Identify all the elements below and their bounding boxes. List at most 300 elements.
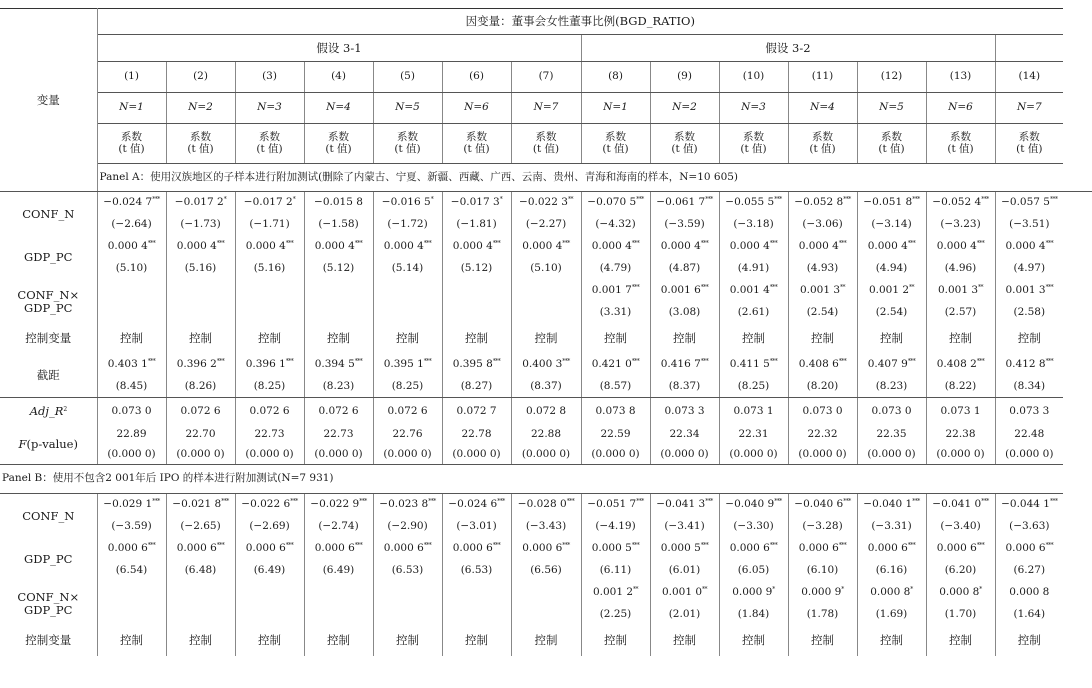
- coef-label: 系数: [605, 131, 626, 144]
- t-cell: [926, 214, 995, 236]
- coef-label: 系数: [259, 131, 280, 144]
- significance-stars: ***: [285, 541, 294, 549]
- t-value: (4.97): [1013, 261, 1046, 274]
- row-label-text: GDP_PC: [24, 250, 73, 265]
- control-value: 控制: [949, 633, 972, 648]
- coef-value: 0.000 9: [732, 585, 773, 598]
- t-value: (5.12): [322, 261, 355, 274]
- t-cell: [926, 376, 995, 398]
- significance-stars: *: [841, 585, 844, 593]
- significance-stars: ***: [769, 283, 778, 291]
- coef-value: 0.000 6: [383, 541, 424, 554]
- table-row: [0, 626, 1092, 656]
- coef-cell: [926, 280, 995, 302]
- hypothesis-3-1-label: 假设 3-1: [316, 40, 362, 55]
- coef-value: 0.000 4: [522, 239, 563, 252]
- table-row: [0, 258, 1092, 280]
- coef-value: −0.070 5: [587, 196, 637, 209]
- coef-cell: [857, 236, 926, 258]
- p-cell: [442, 445, 511, 465]
- control-cell: [97, 626, 166, 656]
- coef-value: 0.000 6: [452, 541, 493, 554]
- control-cell: [235, 324, 304, 354]
- table-row: [0, 35, 1092, 62]
- coef-value: 0.000 6: [798, 541, 839, 554]
- t-value: (6.11): [599, 563, 632, 576]
- coef-cell: [304, 494, 373, 516]
- coef-value: −0.040 6: [794, 498, 844, 511]
- coef-cell: [511, 192, 581, 214]
- coef-label: 系数: [674, 131, 695, 144]
- t-value: (1.84): [737, 607, 770, 620]
- control-cell: [719, 324, 788, 354]
- coef-value: 0.000 6: [314, 541, 355, 554]
- coef-cell: [373, 354, 442, 376]
- t-cell: [857, 258, 926, 280]
- coef-t-header: [166, 124, 235, 164]
- coef-value: −0.055 5: [725, 196, 775, 209]
- t-value: (−2.27): [525, 217, 567, 230]
- coef-value: −0.024 6: [448, 498, 498, 511]
- coef-cell: [650, 494, 719, 516]
- t-value: (−3.23): [940, 217, 981, 230]
- coef-cell: [166, 192, 235, 214]
- t-cell: [650, 516, 719, 538]
- coef-value: 0.001 2: [868, 283, 910, 296]
- significance-stars: ***: [843, 196, 851, 204]
- coef-value: 0.001 0: [661, 585, 703, 598]
- coef-t-header: [97, 124, 166, 164]
- t-cell: [650, 604, 719, 626]
- adj-r2-cell: [166, 398, 235, 425]
- t-value: (6.16): [875, 563, 908, 576]
- p-value: (0.000 0): [936, 447, 985, 460]
- f-cell: [995, 425, 1063, 445]
- t-cell: [304, 214, 373, 236]
- t-cell: [581, 604, 650, 626]
- significance-stars: ***: [838, 357, 847, 365]
- significance-stars: ***: [1045, 541, 1054, 549]
- table-row: [0, 604, 1092, 626]
- coef-cell: [511, 280, 581, 302]
- control-value: 控制: [742, 331, 765, 346]
- n-label: [304, 93, 373, 124]
- coef-value: 0.000 4: [176, 239, 217, 252]
- significance-stars: ***: [562, 357, 570, 365]
- coef-cell: [650, 538, 719, 560]
- adj-r2-value: 0.072 7: [456, 404, 497, 417]
- control-label-text: 控制变量: [25, 633, 72, 648]
- coef-value: 0.000 6: [1005, 541, 1046, 554]
- t-cell: [926, 604, 995, 626]
- coef-cell: [304, 236, 373, 258]
- control-cell: [511, 626, 581, 656]
- t-value: (5.16): [253, 261, 286, 274]
- row-label-text: CONF_N×: [17, 590, 80, 605]
- significance-stars: ***: [428, 498, 436, 506]
- coef-value: 0.416 7: [660, 357, 701, 370]
- t-label: (t 值): [602, 142, 629, 155]
- significance-stars: ***: [1049, 498, 1058, 506]
- t-cell: [650, 214, 719, 236]
- t-value: (−2.64): [111, 217, 152, 230]
- coef-cell: [581, 236, 650, 258]
- t-value: (5.10): [115, 261, 148, 274]
- significance-stars: ***: [216, 357, 225, 365]
- significance-stars: ***: [981, 498, 989, 506]
- coef-value: 0.000 8: [939, 585, 980, 598]
- coef-cell: [442, 280, 511, 302]
- n-label-text: N=5: [395, 101, 420, 114]
- significance-stars: ***: [1049, 196, 1058, 204]
- coef-cell: [373, 538, 442, 560]
- coef-cell: [581, 494, 650, 516]
- f-label-text-2: (p-value): [26, 437, 78, 452]
- n-label: [442, 93, 511, 124]
- significance-stars: ***: [976, 357, 985, 365]
- significance-stars: ***: [912, 196, 920, 204]
- coef-cell: [304, 538, 373, 560]
- t-cell: [650, 376, 719, 398]
- coef-cell: [719, 494, 788, 516]
- t-value: (2.61): [737, 305, 770, 318]
- n-label: [788, 93, 857, 124]
- coef-cell: [304, 192, 373, 214]
- control-cell: [511, 324, 581, 354]
- coef-cell: [926, 582, 995, 604]
- t-cell: [235, 302, 304, 324]
- adj-r2-cell: [97, 398, 166, 425]
- column-number-label: (11): [811, 70, 834, 83]
- coef-cell: [166, 494, 235, 516]
- adj-r2-cell: [719, 398, 788, 425]
- table-row: [0, 376, 1092, 398]
- n-label: [166, 93, 235, 124]
- control-cell: [788, 626, 857, 656]
- control-cell: [304, 324, 373, 354]
- coef-value: 0.000 9: [801, 585, 842, 598]
- panel-title-text: Panel B：使用不包含2 001年后 IPO 的样本进行附加测试(N=7 931): [2, 472, 334, 485]
- n-label: [926, 93, 995, 124]
- control-cell: [581, 324, 650, 354]
- t-cell: [926, 302, 995, 324]
- f-value: 22.89: [116, 427, 147, 440]
- significance-stars: ***: [631, 239, 640, 247]
- table-row: [0, 192, 1092, 214]
- control-cell: [373, 626, 442, 656]
- control-cell: [304, 626, 373, 656]
- significance-stars: ***: [497, 498, 505, 506]
- significance-stars: ***: [354, 541, 363, 549]
- control-cell: [926, 324, 995, 354]
- t-cell: [235, 560, 304, 582]
- control-cell: [373, 324, 442, 354]
- significance-stars: ***: [423, 357, 432, 365]
- t-cell: [373, 560, 442, 582]
- t-cell: [235, 516, 304, 538]
- t-value: (8.57): [599, 379, 632, 392]
- f-value: 22.76: [392, 427, 423, 440]
- column-number-label: (13): [949, 70, 972, 83]
- t-value: (6.54): [115, 563, 148, 576]
- coef-value: −0.041 3: [656, 498, 706, 511]
- table-row: [0, 93, 1092, 124]
- n-label: [719, 93, 788, 124]
- control-value: 控制: [880, 331, 903, 346]
- coef-value: −0.024 7: [103, 196, 153, 209]
- coef-cell: [442, 236, 511, 258]
- adj-r2-cell: [373, 398, 442, 425]
- coef-value: −0.052 8: [794, 196, 844, 209]
- coef-label: 系数: [812, 131, 833, 144]
- coef-cell: [788, 236, 857, 258]
- coef-cell: [995, 354, 1063, 376]
- control-value: 控制: [811, 331, 834, 346]
- table-row: [0, 9, 1092, 35]
- coef-value: −0.022 6: [241, 498, 291, 511]
- coef-cell: [581, 354, 650, 376]
- t-cell: [97, 560, 166, 582]
- coef-cell: [719, 538, 788, 560]
- coef-cell: [650, 236, 719, 258]
- t-cell: [373, 604, 442, 626]
- row-label-text: CONF_N×: [17, 288, 80, 303]
- f-value: 22.32: [807, 427, 838, 440]
- coef-cell: [97, 538, 166, 560]
- coef-t-header: [581, 124, 650, 164]
- t-cell: [857, 214, 926, 236]
- table-row: [0, 280, 1092, 302]
- coef-cell: [166, 538, 235, 560]
- t-cell: [442, 302, 511, 324]
- coef-cell: [511, 582, 581, 604]
- p-value: (0.000 0): [521, 447, 571, 460]
- panel-title: [97, 164, 1092, 192]
- t-value: (4.87): [668, 261, 701, 274]
- significance-stars: ***: [290, 498, 298, 506]
- t-value: (8.23): [875, 379, 908, 392]
- coef-cell: [235, 538, 304, 560]
- t-value: (2.54): [875, 305, 908, 318]
- control-value: 控制: [604, 633, 627, 648]
- f-value: 22.78: [461, 427, 492, 440]
- coef-cell: [373, 494, 442, 516]
- coef-cell: [442, 582, 511, 604]
- control-cell: [97, 324, 166, 354]
- significance-stars: ***: [838, 541, 847, 549]
- f-value: 22.73: [254, 427, 285, 440]
- table-row: [0, 324, 1092, 354]
- f-value: 22.35: [876, 427, 907, 440]
- coef-value: 0.000 6: [522, 541, 563, 554]
- significance-stars: ***: [769, 239, 778, 247]
- t-value: (8.45): [115, 379, 148, 392]
- t-value: (−2.65): [180, 519, 221, 532]
- dependent-variable-header: [97, 9, 1063, 35]
- coef-value: −0.021 8: [172, 498, 222, 511]
- control-value: 控制: [880, 633, 903, 648]
- t-cell: [857, 516, 926, 538]
- panel-title: [0, 465, 1063, 494]
- coef-value: −0.051 7: [587, 498, 637, 511]
- adj-r2-value: 0.073 8: [595, 404, 636, 417]
- p-cell: [650, 445, 719, 465]
- significance-stars: ***: [981, 196, 989, 204]
- n-label: [511, 93, 581, 124]
- t-value: (−3.43): [525, 519, 567, 532]
- significance-stars: ***: [907, 357, 916, 365]
- p-value: (0.000 0): [867, 447, 916, 460]
- t-value: (−3.40): [940, 519, 981, 532]
- row-label: [0, 192, 97, 236]
- significance-stars: ***: [147, 357, 156, 365]
- t-value: (8.37): [530, 379, 562, 392]
- significance-stars: ***: [1045, 283, 1054, 291]
- t-value: (1.78): [806, 607, 839, 620]
- t-cell: [511, 258, 581, 280]
- column-number: [926, 62, 995, 93]
- f-cell: [650, 425, 719, 445]
- coef-value: 0.408 6: [798, 357, 839, 370]
- n-label-text: N=5: [879, 101, 904, 114]
- coef-cell: [926, 494, 995, 516]
- row-label: [0, 538, 97, 582]
- coef-value: 0.000 4: [936, 239, 977, 252]
- t-value: (−3.18): [733, 217, 774, 230]
- t-cell: [995, 560, 1063, 582]
- coef-cell: [511, 354, 581, 376]
- t-cell: [235, 376, 304, 398]
- coef-value: −0.029 1: [103, 498, 153, 511]
- coef-cell: [97, 494, 166, 516]
- t-cell: [373, 516, 442, 538]
- t-value: (2.25): [599, 607, 632, 620]
- t-value: (−4.19): [595, 519, 636, 532]
- t-value: (8.20): [806, 379, 839, 392]
- t-value: (3.31): [599, 305, 632, 318]
- t-cell: [857, 302, 926, 324]
- coef-value: −0.052 4: [932, 196, 982, 209]
- f-value: 22.31: [738, 427, 769, 440]
- f-label-text: F: [18, 437, 27, 452]
- n-label: [995, 93, 1063, 124]
- coef-cell: [995, 494, 1063, 516]
- control-cell: [650, 324, 719, 354]
- n-label-text: N=6: [948, 101, 973, 114]
- coef-value: 0.000 6: [729, 541, 770, 554]
- t-cell: [235, 214, 304, 236]
- significance-stars: ***: [492, 239, 501, 247]
- p-cell: [719, 445, 788, 465]
- adj-r2-cell: [788, 398, 857, 425]
- variable-header-label: 变量: [36, 92, 60, 107]
- n-label: [97, 93, 166, 124]
- significance-stars: ***: [700, 239, 709, 247]
- t-cell: [511, 516, 581, 538]
- n-label-text: N=4: [326, 101, 351, 114]
- control-cell: [650, 626, 719, 656]
- coef-value: −0.051 8: [863, 196, 913, 209]
- coef-value: 0.000 5: [660, 541, 701, 554]
- coef-cell: [995, 582, 1063, 604]
- f-cell: [581, 425, 650, 445]
- t-cell: [166, 302, 235, 324]
- coef-cell: [442, 494, 511, 516]
- t-cell: [442, 214, 511, 236]
- coef-value: −0.028 0: [517, 498, 567, 511]
- coef-label: 系数: [950, 131, 971, 144]
- t-cell: [442, 604, 511, 626]
- t-value: (6.10): [806, 563, 839, 576]
- f-cell: [97, 425, 166, 445]
- control-label-text: 控制变量: [25, 331, 72, 346]
- f-label: [0, 425, 97, 465]
- column-number-label: (3): [262, 70, 277, 83]
- t-cell: [719, 258, 788, 280]
- table-row: [0, 582, 1092, 604]
- superscript-two: 2: [63, 406, 67, 414]
- adj-r2-label-text: Adj_R: [29, 404, 64, 419]
- column-number-label: (8): [608, 70, 623, 83]
- intercept-label: [0, 354, 97, 398]
- t-cell: [511, 214, 581, 236]
- f-value: 22.34: [669, 427, 700, 440]
- hypothesis-3-2-header: [581, 35, 995, 62]
- control-value: 控制: [534, 331, 558, 346]
- coef-value: 0.001 6: [660, 283, 701, 296]
- coef-cell: [97, 280, 166, 302]
- t-value: (8.25): [737, 379, 770, 392]
- column-number-label: (12): [880, 70, 903, 83]
- control-value: 控制: [673, 633, 696, 648]
- f-cell: [373, 425, 442, 445]
- coef-cell: [650, 354, 719, 376]
- t-value: (−3.41): [664, 519, 705, 532]
- t-cell: [442, 258, 511, 280]
- coef-cell: [235, 494, 304, 516]
- coef-value: −0.015 8: [314, 196, 363, 209]
- t-value: (−3.59): [111, 519, 152, 532]
- t-value: (1.70): [944, 607, 977, 620]
- column-number: [166, 62, 235, 93]
- t-cell: [857, 560, 926, 582]
- control-value: 控制: [189, 633, 212, 648]
- column-number-label: (6): [469, 70, 484, 83]
- t-value: (2.57): [944, 305, 977, 318]
- t-cell: [719, 214, 788, 236]
- column-number-label: (4): [331, 70, 346, 83]
- f-value: 22.59: [600, 427, 631, 440]
- coef-value: 0.001 3: [937, 283, 979, 296]
- intercept-label-text: 截距: [36, 368, 60, 383]
- coef-cell: [719, 236, 788, 258]
- t-label: (t 值): [532, 142, 560, 155]
- coef-cell: [442, 192, 511, 214]
- coef-value: 0.000 6: [867, 541, 908, 554]
- t-cell: [442, 560, 511, 582]
- significance-stars: **: [702, 585, 708, 593]
- t-cell: [304, 376, 373, 398]
- coef-cell: [926, 354, 995, 376]
- coef-t-header: [442, 124, 511, 164]
- t-cell: [97, 604, 166, 626]
- t-label: (t 值): [947, 142, 974, 155]
- t-value: (6.56): [530, 563, 562, 576]
- n-label-text: N=3: [257, 101, 282, 114]
- t-value: (6.05): [737, 563, 770, 576]
- f-cell: [511, 425, 581, 445]
- significance-stars: ***: [285, 239, 294, 247]
